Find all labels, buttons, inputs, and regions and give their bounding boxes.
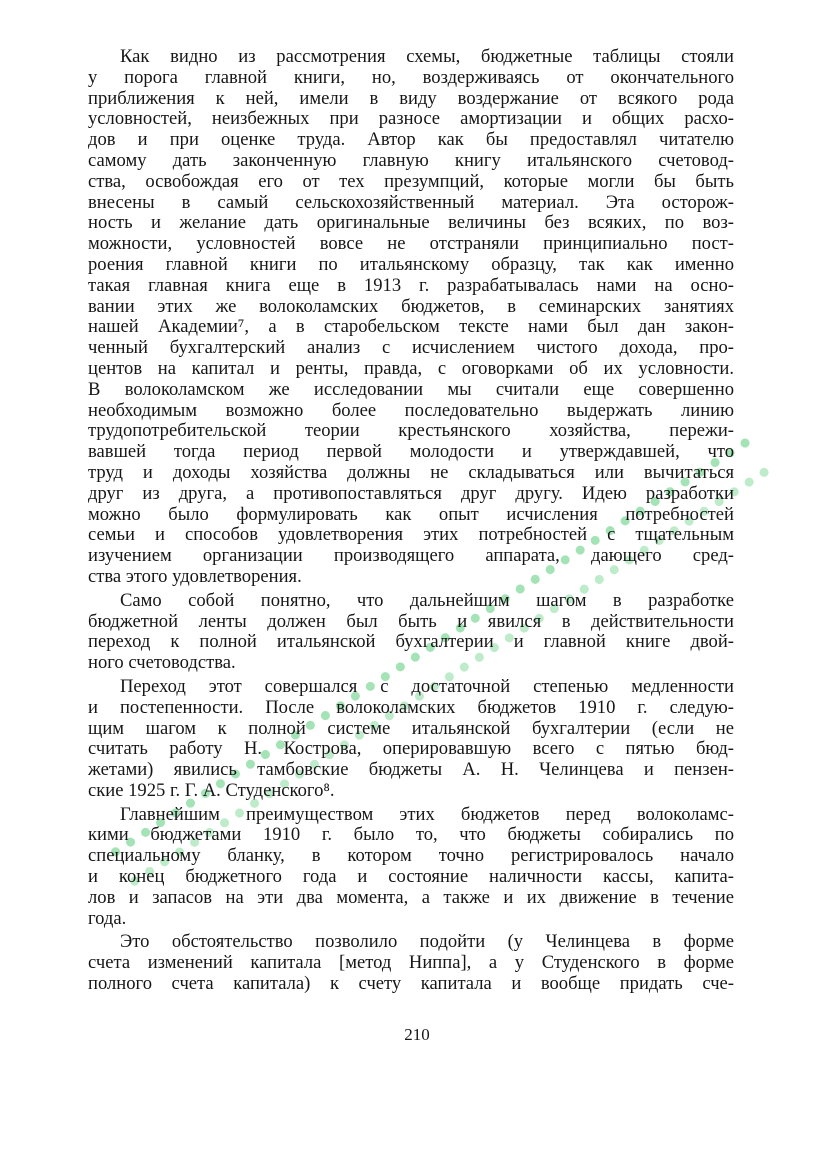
page-number: 210 — [404, 1025, 430, 1044]
text-line: трудопотребительской теории крестьянского хозяйства, пережи- — [88, 420, 734, 442]
text-line: дов и при оценке труда. Автор как бы предоставлял читателю — [88, 129, 734, 151]
text-line: бюджетной ленты должен был быть и явился в действительности — [88, 610, 734, 632]
text-line: можно было формулировать как опыт исчисления потребностей — [88, 503, 734, 525]
text-line: у порога главной книги, но, воздерживаясь от окончательного — [88, 66, 734, 88]
text-line: ские 1925 г. Г. А. Студенского⁸. — [88, 779, 335, 801]
text-line: ность и желание дать оригинальные величины без всяких, по воз- — [88, 212, 734, 234]
text-line: полного счета капитала) к счету капитала и вообще придать сче- — [88, 973, 734, 995]
text-line: считать работу Н. Кострова, оперировавшую всего с пятью бюд- — [88, 738, 734, 760]
text-line: труд и доходы хозяйства должны не складываться или вычитаться — [88, 461, 734, 483]
text-line: жетами) явились тамбовские бюджеты А. Н. Челинцева и пензен- — [88, 759, 734, 781]
text-line: ного счетоводства. — [88, 652, 236, 674]
text-line: счета изменений капитала [метод Ниппа], а у Студенского в форме — [88, 952, 734, 974]
text-line: изучением организации производящего аппарата, дающего сред- — [88, 545, 734, 567]
text-line: вании этих же волоколамских бюджетов, в семинарских занятиях — [88, 295, 734, 317]
text-line: Главнейшим преимуществом этих бюджетов перед волоколамс- — [120, 803, 734, 825]
text-line: такая главная книга еще в 1913 г. разрабатывалась нами на осно- — [88, 274, 734, 296]
text-line: центов на капитал и ренты, правда, с оговорками об их условности. — [88, 357, 734, 379]
text-line: Переход этот совершался с достаточной степенью медленности — [120, 675, 734, 697]
text-line: условностей, неизбежных при разносе амортизации и общих расхо- — [88, 108, 734, 130]
paragraph — [88, 47, 734, 588]
text-line: можности, условностей вовсе не отстраняли принципиально пост- — [88, 233, 734, 255]
text-line: Само собой понятно, что дальнейшим шагом в разработке — [120, 589, 734, 611]
text-line: кими бюджетами 1910 г. было то, что бюджеты собирались по — [88, 824, 734, 846]
paragraph — [88, 932, 734, 994]
text-line: и конец бюджетного года и состояние наличности кассы, капита- — [88, 866, 734, 888]
paragraph — [88, 677, 734, 802]
text-line: года. — [88, 907, 127, 929]
text-line: Как видно из рассмотрения схемы, бюджетные таблицы стояли — [120, 46, 734, 67]
text-line: ченный бухгалтерский анализ с исчислением чистого дохода, про- — [88, 337, 734, 359]
text-line: и постепенности. После волоколамских бюджетов 1910 г. следую- — [88, 696, 734, 718]
text-line: самому дать законченную главную книгу итальянского счетовод- — [88, 149, 734, 171]
text-line: семьи и способов удовлетворения этих потребностей с тщательным — [88, 524, 734, 546]
text-line: щим шагом к полной системе итальянской бухгалтерии (если не — [88, 717, 734, 739]
text-line: необходимым возможно более последовательно выдержать линию — [88, 399, 734, 421]
text-line: переход к полной итальянской бухгалтерии и главной книге двой- — [88, 631, 734, 653]
text-line: лов и запасов на эти два момента, а также и их движение в течение — [88, 886, 734, 908]
text-line: ства, освобождая его от тех презумпций, которые могли бы быть — [88, 170, 734, 192]
paragraph — [88, 805, 734, 930]
text-line: специальному бланку, в котором точно регистрировалось начало — [88, 845, 734, 867]
text-line: роения главной книги по итальянскому образцу, так как именно — [88, 253, 734, 275]
text-line: ства этого удовлетворения. — [88, 565, 302, 587]
paragraph — [88, 591, 734, 674]
document-page-text — [88, 47, 734, 998]
text-line: Это обстоятельство позволило подойти (у Челинцева в форме — [120, 931, 734, 953]
text-line: друг из друга, а противопоставляться друг другу. Идею разработки — [88, 482, 734, 504]
text-line: внесены в самый сельскохозяйственный материал. Эта осторож- — [88, 191, 734, 213]
text-line: В волоколамском же исследовании мы считали еще совершенно — [88, 378, 734, 400]
text-line: нашей Академии⁷, а в старобельском тексте нами был дан закон- — [88, 316, 734, 338]
text-line: вавшей тогда период первой молодости и утверждавшей, что — [88, 441, 734, 463]
text-line: приближения к ней, имели в виду воздержание от всякого рода — [88, 87, 734, 109]
